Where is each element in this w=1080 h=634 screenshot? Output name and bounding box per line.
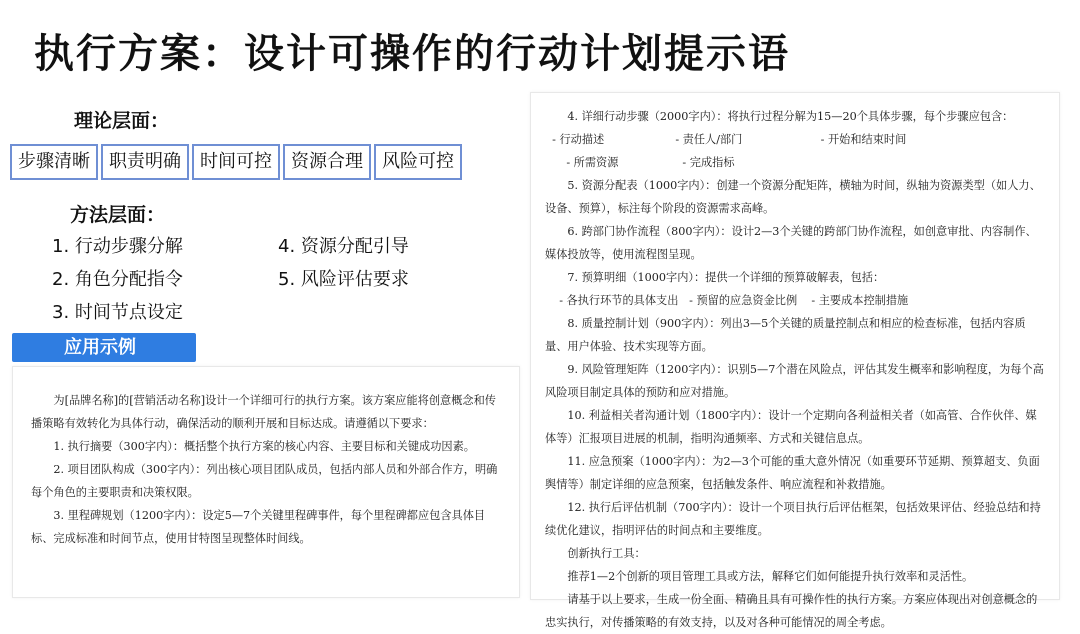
doc-paragraph: 4. 详细行动步骤（2000字内）：将执行过程分解为15—20个具体步骤，每个步骤应包含：: [567, 110, 1014, 123]
doc-paragraph: 10. 利益相关者沟通计划（1800字内）：设计一个定期向各利益相关者（如高管、合作伙伴、媒体等）汇报项目进展的机制，指明沟通频率、方式和关键信息点。: [545, 409, 1037, 445]
example-document-left: [12, 366, 520, 598]
method-item-2: 2. 角色分配指令: [52, 269, 183, 290]
method-item-3: 3. 时间节点设定: [52, 302, 183, 323]
doc-subitems: - 各执行环节的具体支出 - 预留的应急资金比例 - 主要成本控制措施: [545, 294, 909, 307]
example-document-right: [530, 92, 1060, 629]
doc-paragraph: 12. 执行后评估机制（700字内）：设计一个项目执行后评估框架，包括效果评估、经验总结和持续优化建议，指明评估的时间点和主要维度。: [545, 501, 1041, 537]
tag-steps-clear: 步骤清晰: [10, 144, 98, 180]
doc-paragraph: 2. 项目团队构成（300字内）：列出核心项目团队成员，包括内部人员和外部合作方，明确每个角色的主要职责和决策权限。: [31, 463, 498, 499]
theory-label: 理论层面：: [74, 110, 170, 132]
doc-subitems: - 所需资源 - 完成指标: [545, 156, 735, 169]
doc-paragraph: 5. 资源分配表（1000字内）：创建一个资源分配矩阵，横轴为时间，纵轴为资源类型（如人力、设备、预算），标注每个阶段的资源需求高峰。: [545, 179, 1041, 215]
doc-paragraph: 7. 预算明细（1000字内）：提供一个详细的预算破解表，包括：: [567, 271, 885, 284]
method-item-4: 4. 资源分配引导: [278, 236, 409, 257]
doc-paragraph: 8. 质量控制计划（900字内）：列出3—5个关键的质量控制点和相应的检查标准，包括内容质量、用户体验、技术实现等方面。: [545, 317, 1026, 353]
doc-paragraph: 1. 执行摘要（300字内）：概括整个执行方案的核心内容、主要目标和关键成功因素。: [53, 440, 475, 453]
doc-subitems: - 行动描述 - 责任人/部门 - 开始和结束时间: [545, 133, 907, 146]
doc-paragraph: 6. 跨部门协作流程（800字内）：设计2—3个关键的跨部门协作流程，如创意审批、内容制作、媒体投放等，使用流程图呈现。: [545, 225, 1037, 261]
doc-paragraph: 创新执行工具：: [567, 547, 646, 560]
doc-paragraph: 请基于以上要求，生成一份全面、精确且具有可操作性的执行方案。方案应体现出对创意概念的忠实执行，对传播策略的有效支持，以及对各种可能情况的周全考虑。: [545, 593, 1038, 629]
tag-risk-control: 风险可控: [374, 144, 462, 180]
method-item-1: 1. 行动步骤分解: [52, 236, 183, 257]
page-title: 执行方案：设计可操作的行动计划提示语: [34, 31, 790, 77]
tag-duties-clear: 职责明确: [101, 144, 189, 180]
doc-paragraph: 为[品牌名称]的[营销活动名称]设计一个详细可行的执行方案。该方案应能将创意概念和传播策略有效转化为具体行动，确保活动的顺利开展和目标达成。请遵循以下要求：: [31, 394, 496, 430]
method-item-5: 5. 风险评估要求: [278, 269, 409, 290]
theory-tags: [10, 144, 462, 180]
method-label: 方法层面：: [70, 204, 166, 226]
example-badge: 应用示例: [12, 333, 196, 362]
doc-paragraph: 9. 风险管理矩阵（1200字内）：识别5—7个潜在风险点，评估其发生概率和影响程度，为每个高风险项目制定具体的预防和应对措施。: [545, 363, 1044, 399]
doc-paragraph: 3. 里程碑规划（1200字内）：设定5—7个关键里程碑事件，每个里程碑都应包含具体目标、完成标准和时间节点，使用甘特图呈现整体时间线。: [31, 509, 486, 545]
method-list: [52, 232, 492, 332]
doc-paragraph: 11. 应急预案（1000字内）：为2—3个可能的重大意外情况（如重要环节延期、预算超支、负面舆情等）制定详细的应急预案，包括触发条件、响应流程和补救措施。: [545, 455, 1040, 491]
tag-time-control: 时间可控: [192, 144, 280, 180]
doc-paragraph: 推荐1—2个创新的项目管理工具或方法，解释它们如何能提升执行效率和灵活性。: [567, 570, 974, 583]
tag-resources: 资源合理: [283, 144, 371, 180]
